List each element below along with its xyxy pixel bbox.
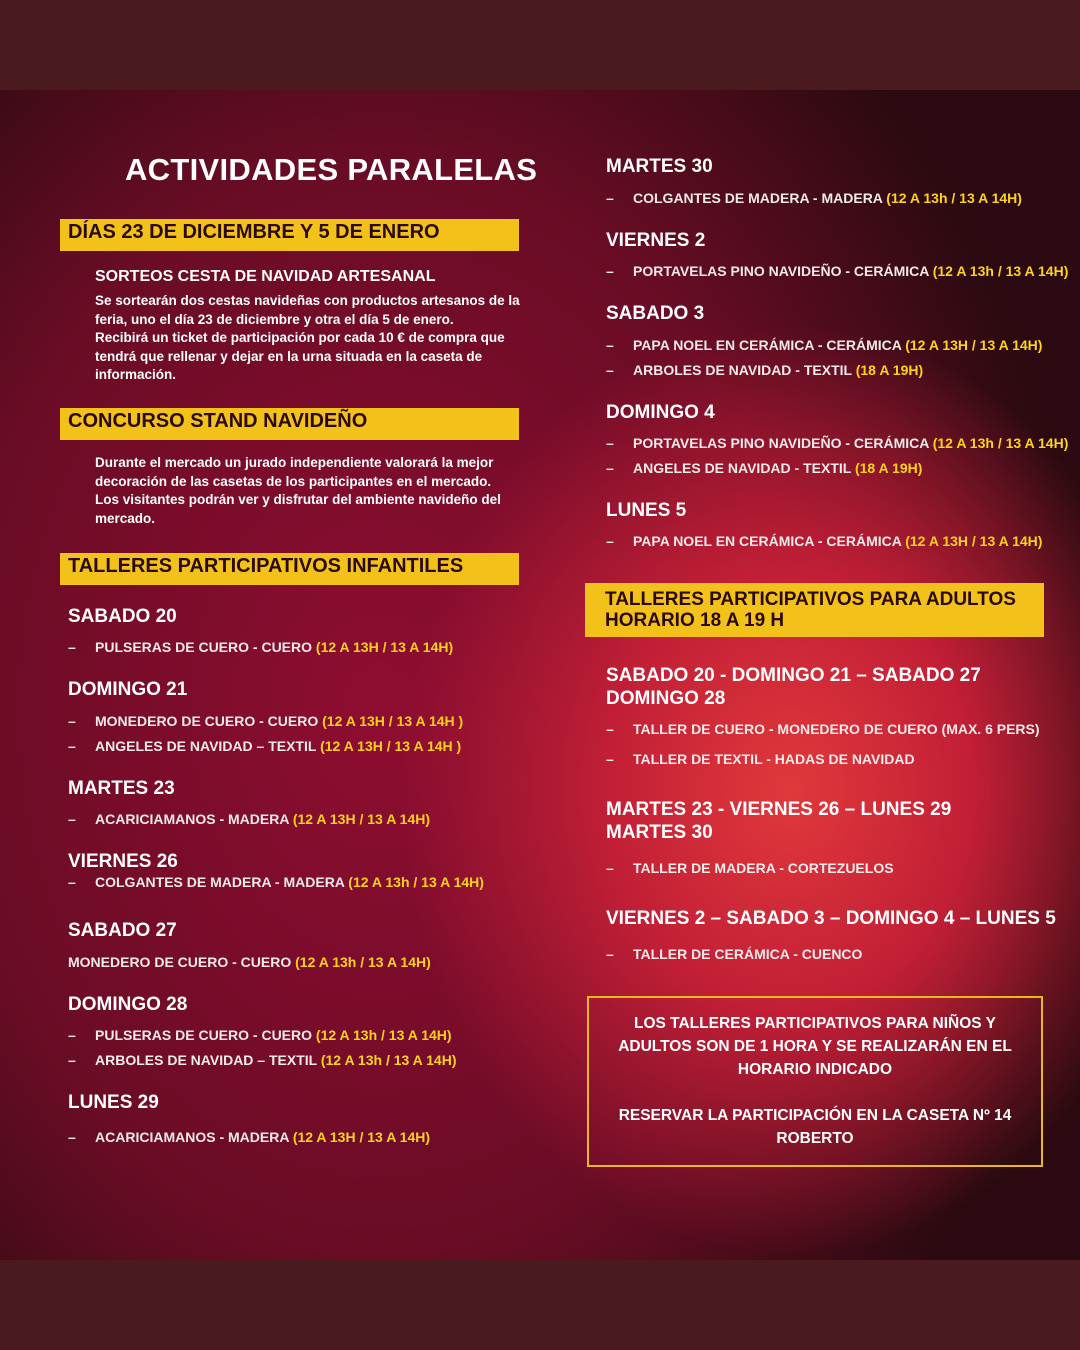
day-heading: VIERNES 26: [68, 851, 178, 872]
page-title: ACTIVIDADES PARALELAS: [125, 152, 538, 187]
list-item: – ANGELES DE NAVIDAD - TEXTIL (18 A 19H): [606, 460, 923, 476]
list-item: – ACARICIAMANOS - MADERA (12 A 13H / 13 A 14H): [68, 811, 431, 827]
day-heading: VIERNES 2 – SABADO 3 – DOMINGO 4 – LUNES 5: [606, 908, 1056, 929]
day-heading: LUNES 5: [606, 500, 687, 521]
list-item: – ACARICIAMANOS - MADERA (12 A 13H / 13 A 14H): [68, 1129, 431, 1145]
day-heading: DOMINGO 4: [606, 402, 715, 423]
day-heading: DOMINGO 21: [68, 679, 188, 700]
list-item: – PORTAVELAS PINO NAVIDEÑO - CERÁMICA (12 A 13h / 13 A 14H): [606, 435, 1069, 451]
list-item: – PULSERAS DE CUERO - CUERO (12 A 13h / 13 A 14H): [68, 1027, 452, 1043]
day-heading: SABADO 20: [68, 606, 177, 627]
top-frame: [0, 0, 1080, 90]
bottom-frame: [0, 1260, 1080, 1350]
list-item: – COLGANTES DE MADERA - MADERA (12 A 13h / 13 A 14H): [68, 874, 484, 890]
list-item: – TALLER DE TEXTIL - HADAS DE NAVIDAD: [606, 751, 915, 767]
day-heading: LUNES 29: [68, 1092, 159, 1113]
list-item: – TALLER DE CUERO - MONEDERO DE CUERO (MAX. 6 PERS): [606, 721, 1040, 737]
day-heading: SABADO 20 - DOMINGO 21 – SABADO 27 DOMINGO 28: [606, 665, 981, 709]
dias-band: DÍAS 23 DE DICIEMBRE Y 5 DE ENERO: [60, 219, 519, 251]
list-item: – PULSERAS DE CUERO - CUERO (12 A 13H / 13 A 14H): [68, 639, 454, 655]
day-heading: MARTES 23 - VIERNES 26 – LUNES 29 MARTES 30: [606, 799, 952, 843]
day-heading: DOMINGO 28: [68, 994, 188, 1015]
list-item: MONEDERO DE CUERO - CUERO (12 A 13h / 13 A 14H): [68, 954, 431, 970]
concurso-text: Durante el mercado un jurado independiente valorará la mejor decoración de las casetas de los participantes en el mercado. Los visitantes podrán ver y disfrutar del ambiente navideño del mercado.: [95, 455, 501, 526]
day-heading: SABADO 27: [68, 920, 177, 941]
list-item: – ARBOLES DE NAVIDAD - TEXTIL (18 A 19H): [606, 362, 924, 378]
day-heading: MARTES 30: [606, 156, 713, 177]
talleres-infantiles-band: TALLERES PARTICIPATIVOS INFANTILES: [60, 553, 519, 585]
list-item: – PORTAVELAS PINO NAVIDEÑO - CERÁMICA (12 A 13h / 13 A 14H): [606, 263, 1069, 279]
list-item: – ANGELES DE NAVIDAD – TEXTIL (12 A 13H / 13 A 14H ): [68, 738, 462, 754]
sorteos-title: SORTEOS CESTA DE NAVIDAD ARTESANAL: [95, 268, 436, 285]
sorteos-text: Se sortearán dos cestas navideñas con productos artesanos de la feria, uno el día 23 de diciembre y otra el día 5 de enero. Recibirá un ticket de participación por cada 10 € de compra que tendrá que rellenar y dejar en la urna situada en la caseta de información.: [95, 293, 520, 382]
list-item: – PAPA NOEL EN CERÁMICA - CERÁMICA (12 A 13H / 13 A 14H): [606, 337, 1043, 353]
talleres-adultos-band: TALLERES PARTICIPATIVOS PARA ADULTOS HORARIO 18 A 19 H: [585, 583, 1044, 637]
list-item: – ARBOLES DE NAVIDAD – TEXTIL (12 A 13h / 13 A 14H): [68, 1052, 457, 1068]
poster-panel: [0, 90, 1080, 1260]
concurso-band: CONCURSO STAND NAVIDEÑO: [60, 408, 519, 440]
day-heading: SABADO 3: [606, 303, 705, 324]
day-heading: MARTES 23: [68, 778, 175, 799]
list-item: – PAPA NOEL EN CERÁMICA - CERÁMICA (12 A 13H / 13 A 14H): [606, 533, 1043, 549]
list-item: – TALLER DE MADERA - CORTEZUELOS: [606, 860, 894, 876]
list-item: – MONEDERO DE CUERO - CUERO (12 A 13H / 13 A 14H ): [68, 713, 464, 729]
day-heading: VIERNES 2: [606, 230, 706, 251]
list-item: – TALLER DE CERÁMICA - CUENCO: [606, 946, 863, 962]
list-item: – COLGANTES DE MADERA - MADERA (12 A 13h / 13 A 14H): [606, 190, 1022, 206]
notice-box: LOS TALLERES PARTICIPATIVOS PARA NIÑOS Y ADULTOS SON DE 1 HORA Y SE REALIZARÁN EN EL HORARIO INDICADO RESERVAR LA PARTICIPACIÓN EN LA CASETA Nº 14 ROBERTO: [587, 996, 1043, 1167]
